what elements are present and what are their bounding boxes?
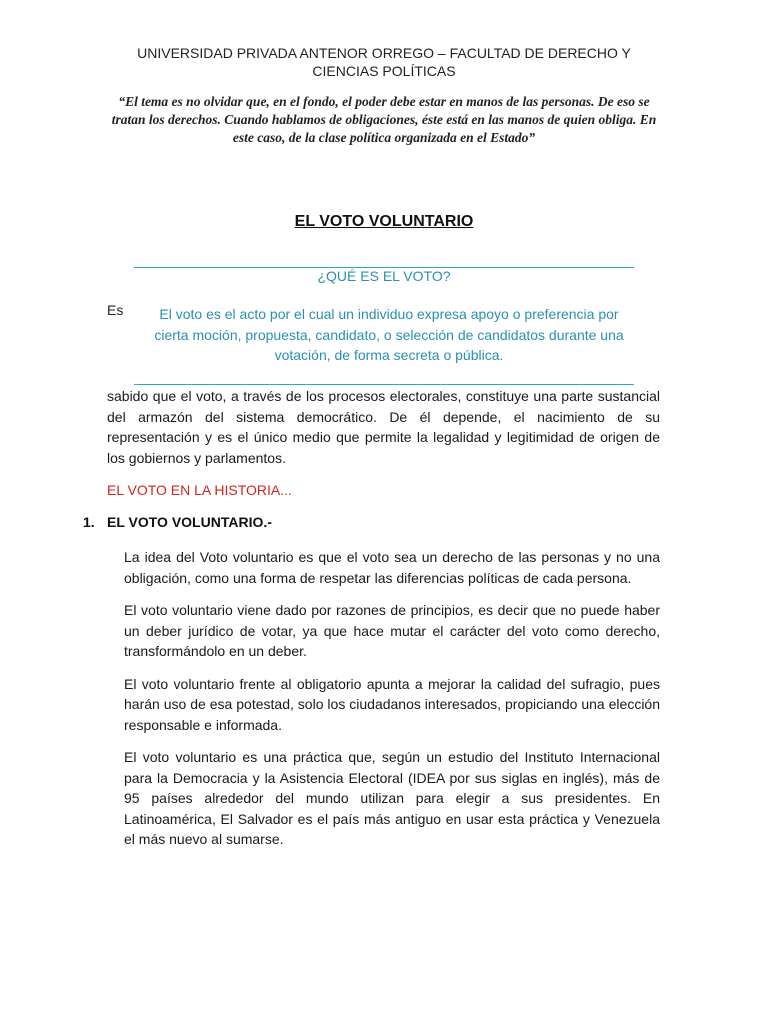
section-heading xyxy=(83,514,272,530)
section-number: 1. xyxy=(83,514,95,530)
callout-definition: El voto es el acto por el cual un individuo expresa apoyo o preferencia por cierta moción, propuesta, candidato, o selección de candidatos durante una votación, de forma secreta o pública. xyxy=(154,306,624,363)
history-heading: EL VOTO EN LA HISTORIA... xyxy=(107,482,292,498)
document-title: EL VOTO VOLUNTARIO xyxy=(294,213,474,230)
section-body xyxy=(124,547,660,862)
header-line-1: UNIVERSIDAD PRIVADA ANTENOR ORREGO – FACULTAD DE DERECHO Y xyxy=(137,45,631,61)
document-header xyxy=(120,44,648,80)
intro-paragraph: sabido que el voto, a través de los procesos electorales, constituye una parte sustancial del armazón del sistema democrático. De él depende, el nacimiento de su representación y es el único medio que permite la legalidad y legitimidad de origen de los gobiernos y parlamentos. xyxy=(107,388,660,466)
section-title: EL VOTO VOLUNTARIO.- xyxy=(107,514,272,530)
epigraph-quote: “El tema es no olvidar que, en el fondo, el poder debe estar en manos de las personas. De eso se tratan los derechos. Cuando hablamos de obligaciones, éste está en las manos de quien obliga. En este caso, de la clase política organizada en el Estado” xyxy=(111,94,657,145)
callout-heading: ¿QUÉ ES EL VOTO? xyxy=(317,268,451,284)
header-line-2: CIENCIAS POLÍTICAS xyxy=(312,63,456,79)
body-paragraph: El voto voluntario viene dado por razones de principios, es decir que no puede haber un deber jurídico de votar, ya que hace mutar el carácter del voto como derecho, transformándolo en un deber. xyxy=(124,602,660,659)
body-paragraph: El voto voluntario es una práctica que, según un estudio del Instituto Internacional para la Democracia y la Asistencia Electoral (IDEA por sus siglas en inglés), más de 95 países alrededor del mundo utilizan para elegir a sus presidentes. En Latinoamérica, El Salvador es el país más antiguo en usar esta práctica y Venezuela el más nuevo al sumarse. xyxy=(124,749,660,847)
callout-bottom-rule xyxy=(134,384,634,385)
body-paragraph: La idea del Voto voluntario es que el voto sea un derecho de las personas y no una obligación, como una forma de respetar las diferencias políticas de cada persona. xyxy=(124,549,660,586)
intro-lead-word: Es xyxy=(107,302,124,318)
body-paragraph: El voto voluntario frente al obligatorio apunta a mejorar la calidad del sufragio, pues harán uso de esa potestad, solo los ciudadanos interesados, propiciando una elección responsable e informada. xyxy=(124,675,660,733)
